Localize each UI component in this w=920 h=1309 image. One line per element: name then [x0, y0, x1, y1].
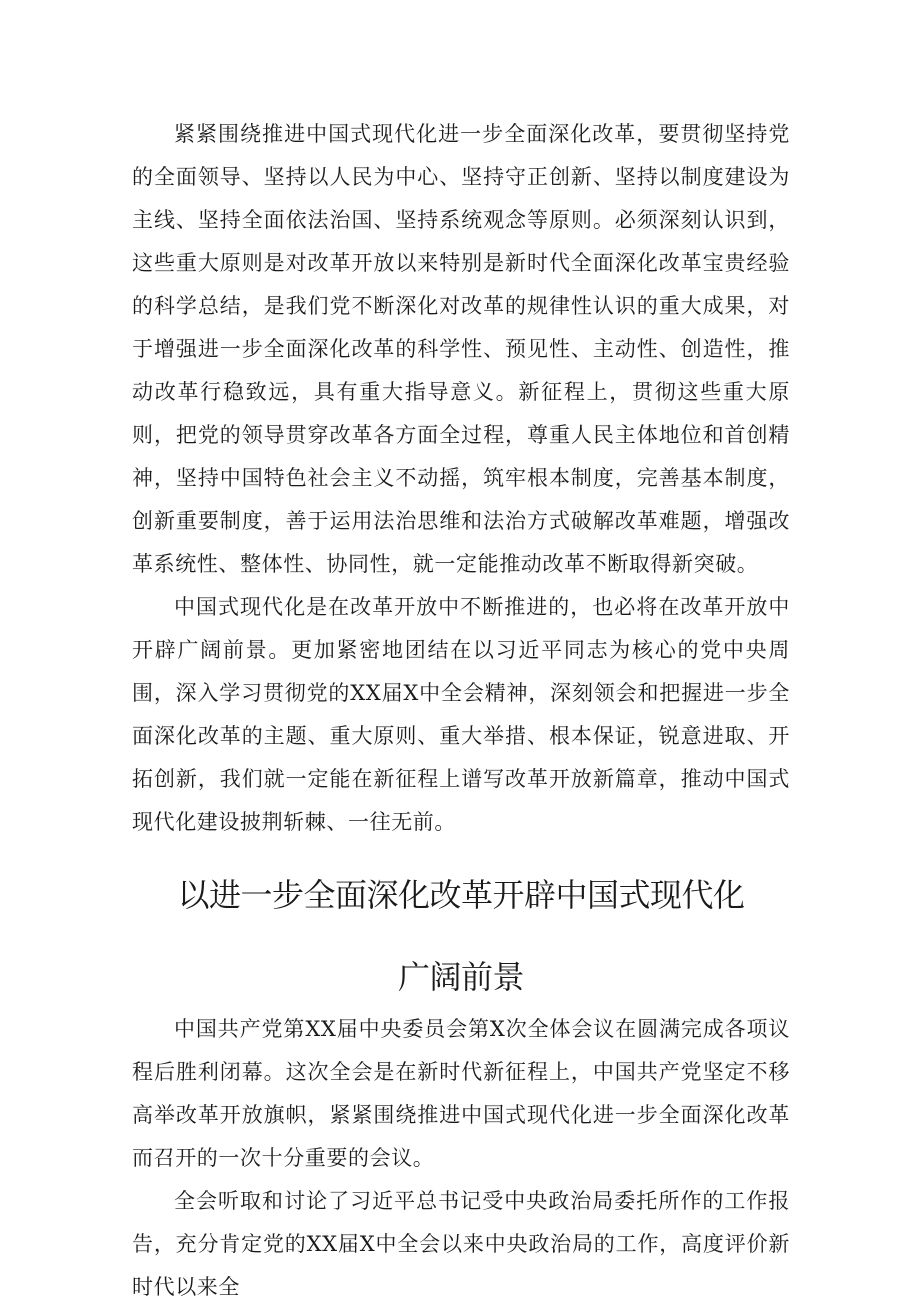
article-title-line-1: 以进一步全面深化改革开辟中国式现代化 — [177, 876, 745, 914]
body-paragraph-1: 紧紧围绕推进中国式现代化进一步全面深化改革，要贯彻坚持党的全面领导、坚持以人民为中心、坚持守正创新、坚持以制度建设为主线、坚持全面依法治国、坚持系统观念等原则。必须深刻认识到，这些重大原则是对改革开放以来特别是新时代全面深化改革宝贵经验的科学总结，是我们党不断深化对改革的规律性认识的重大成果，对于增强进一步全面深化改革的科学性、预见性、主动性、创造性，推动改革行稳致远，具有重大指导意义。新征程上，贯彻这些重大原则，把党的领导贯穿改革各方面全过程，尊重人民主体地位和首创精神，坚持中国特色社会主义不动摇，筑牢根本制度，完善基本制度，创新重要制度，善于运用法治思维和法治方式破解改革难题，增强改革系统性、整体性、协同性，就一定能推动改革不断取得新突破。 — [132, 122, 790, 576]
body-paragraph-3: 中国共产党第XX届中央委员会第X次全体会议在圆满完成各项议程后胜利闭幕。这次全会是在新时代新征程上，中国共产党坚定不移高举改革开放旗帜，紧紧围绕推进中国式现代化进一步全面深化改革而召开的一次十分重要的会议。 — [132, 1017, 790, 1170]
document-page — [132, 113, 790, 1309]
body-paragraph-4: 全会听取和讨论了习近平总书记受中央政治局委托所作的工作报告，充分肯定党的XX届X中全会以来中央政治局的工作，高度评价新时代以来全 — [132, 1189, 790, 1299]
article-title-line-2: 广阔前景 — [397, 958, 524, 996]
body-paragraph-2: 中国式现代化是在改革开放中不断推进的，也必将在改革开放中开辟广阔前景。更加紧密地团结在以习近平同志为核心的党中央周围，深入学习贯彻党的XX届X中全会精神，深刻领会和把握进一步全面深化改革的主题、重大原则、重大举措、根本保证，锐意进取、开拓创新，我们就一定能在新征程上谱写改革开放新篇章，推动中国式现代化建设披荆斩棘、一往无前。 — [132, 595, 790, 834]
